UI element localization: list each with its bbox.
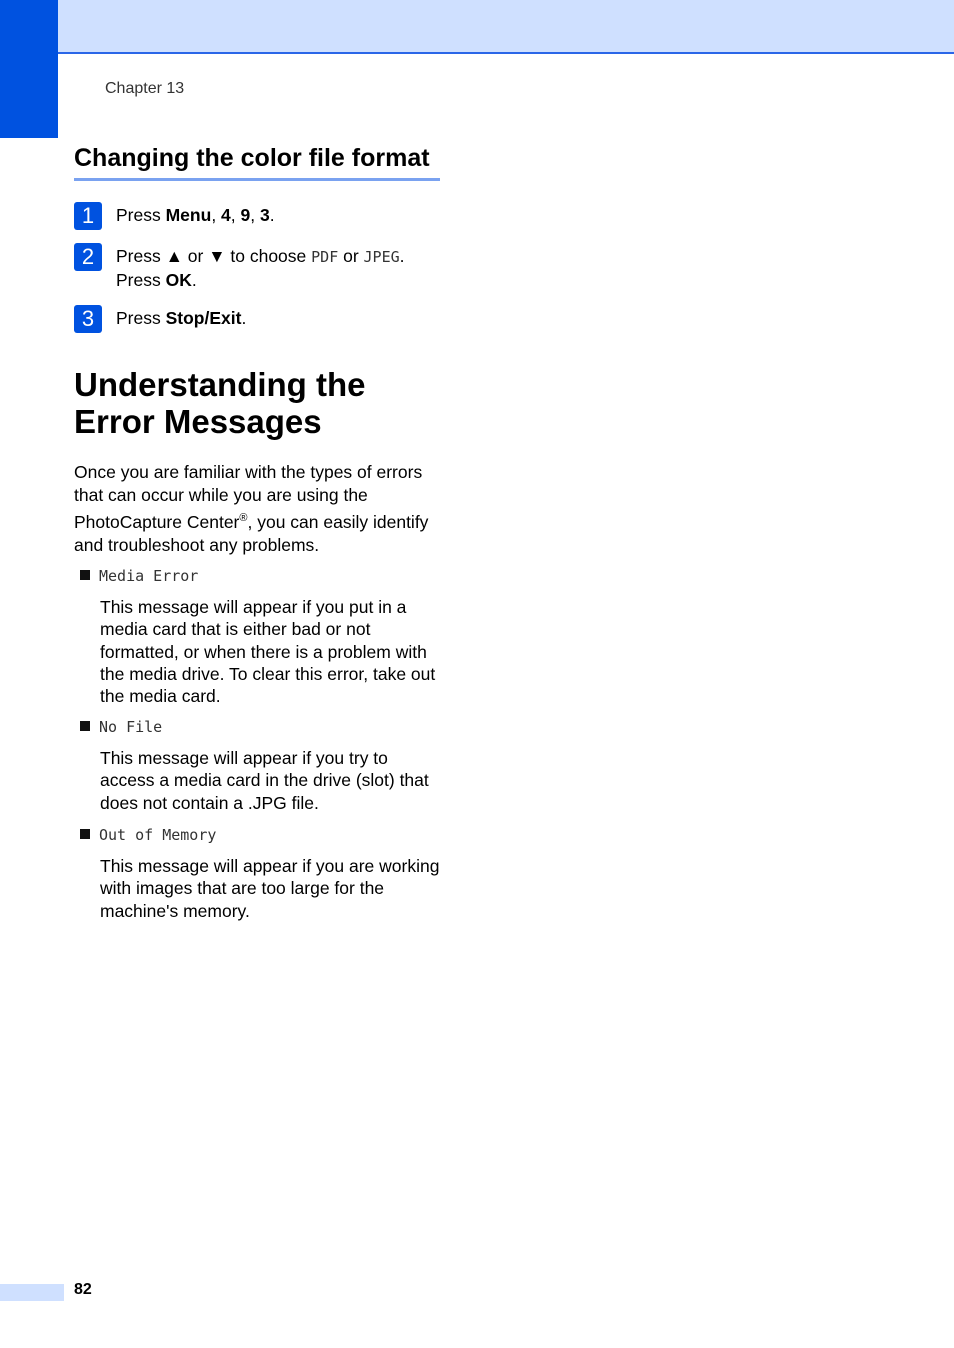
bullet-square-icon <box>80 570 90 580</box>
step-number: 3 <box>74 305 102 333</box>
section-heading-color-format: Changing the color file format <box>74 144 440 181</box>
step-number: 2 <box>74 243 102 271</box>
error-item-no-file: No File <box>80 718 162 736</box>
error-description: This message will appear if you try to access a media card in the drive (slot) that does not contain a .JPG file. <box>100 748 429 813</box>
header-band <box>58 0 954 54</box>
chapter-label: Chapter 13 <box>105 80 185 97</box>
chapter-tab <box>0 0 58 138</box>
step-number: 1 <box>74 202 102 230</box>
bullet-square-icon <box>80 721 90 731</box>
error-description: This message will appear if you put in a media card that is either bad or not formatted, or when there is a problem with the media drive. To clear this error, take out the media card. <box>100 597 436 707</box>
intro-paragraph: Once you are familiar with the types of errors that can occur while you are using the PhotoCapture Center®, you can easily identify and troubleshoot any problems. <box>74 462 429 555</box>
error-description: This message will appear if you are working with images that are too large for the machine's memory. <box>100 856 440 921</box>
step-text: Press ▲ or ▼ to choose PDF or JPEG. Press OK. <box>116 246 405 290</box>
section-heading-error-messages: Understanding the Error Messages <box>74 366 366 440</box>
step-text: Press Menu, 4, 9, 3. <box>116 205 275 225</box>
footer-band <box>0 1284 64 1301</box>
step-text: Press Stop/Exit. <box>116 308 247 328</box>
error-item-media-error: Media Error <box>80 567 198 585</box>
error-item-out-of-memory: Out of Memory <box>80 826 216 844</box>
bullet-square-icon <box>80 829 90 839</box>
page-number: 82 <box>74 1281 92 1298</box>
